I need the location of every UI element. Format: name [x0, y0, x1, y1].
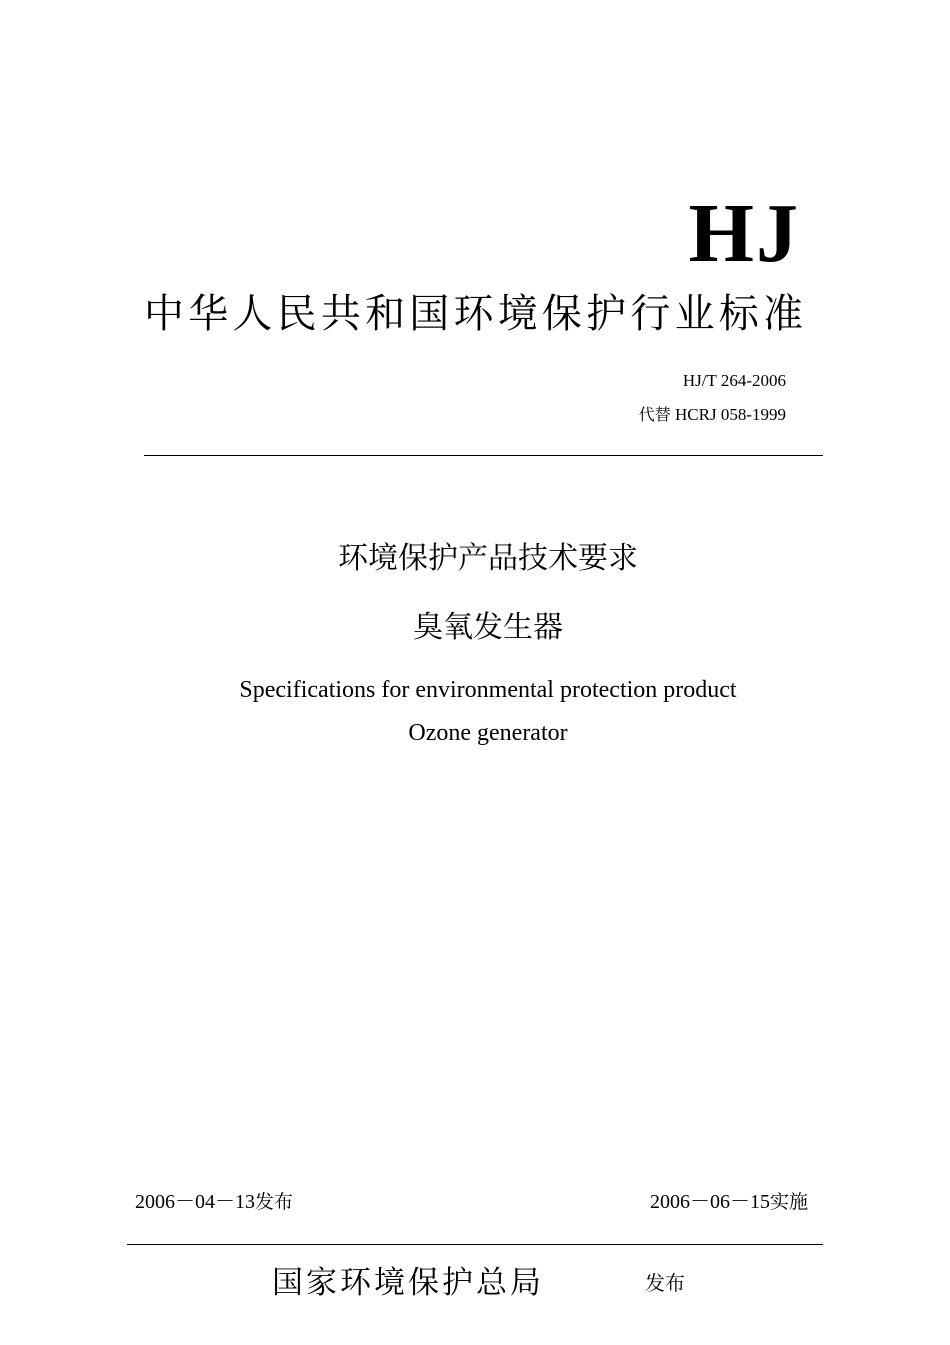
- standard-number: HJ/T 264-2006: [682, 371, 786, 390]
- standard-type-title: 中华人民共和国环境保护行业标准: [144, 291, 804, 337]
- issue-date-line: [135, 1188, 293, 1216]
- issue-label: 发布: [255, 1191, 294, 1213]
- replaces-label: 代替: [638, 405, 671, 424]
- english-title-line-2: Ozone generator: [408, 720, 568, 746]
- english-title-line-1: Specifications for environmental protection product: [239, 677, 737, 703]
- replaces-line: [639, 404, 786, 426]
- implementation-label: 实施: [769, 1191, 808, 1213]
- top-divider: [144, 455, 823, 456]
- chinese-title-line-2: 臭氧发生器: [413, 610, 563, 645]
- chinese-title-line-1: 环境保护产品技术要求: [338, 541, 638, 576]
- standard-logo: HJ: [688, 187, 800, 280]
- implementation-date: 2006－06－15: [649, 1191, 770, 1213]
- implementation-date-line: [650, 1188, 808, 1216]
- issuing-action-label: 发布: [645, 1271, 685, 1295]
- issue-date: 2006－04－13: [135, 1191, 255, 1213]
- bottom-divider: [127, 1244, 823, 1245]
- replaces-number: HCRJ 058-1999: [675, 405, 786, 424]
- issuing-authority: 国家环境保护总局: [272, 1265, 544, 1301]
